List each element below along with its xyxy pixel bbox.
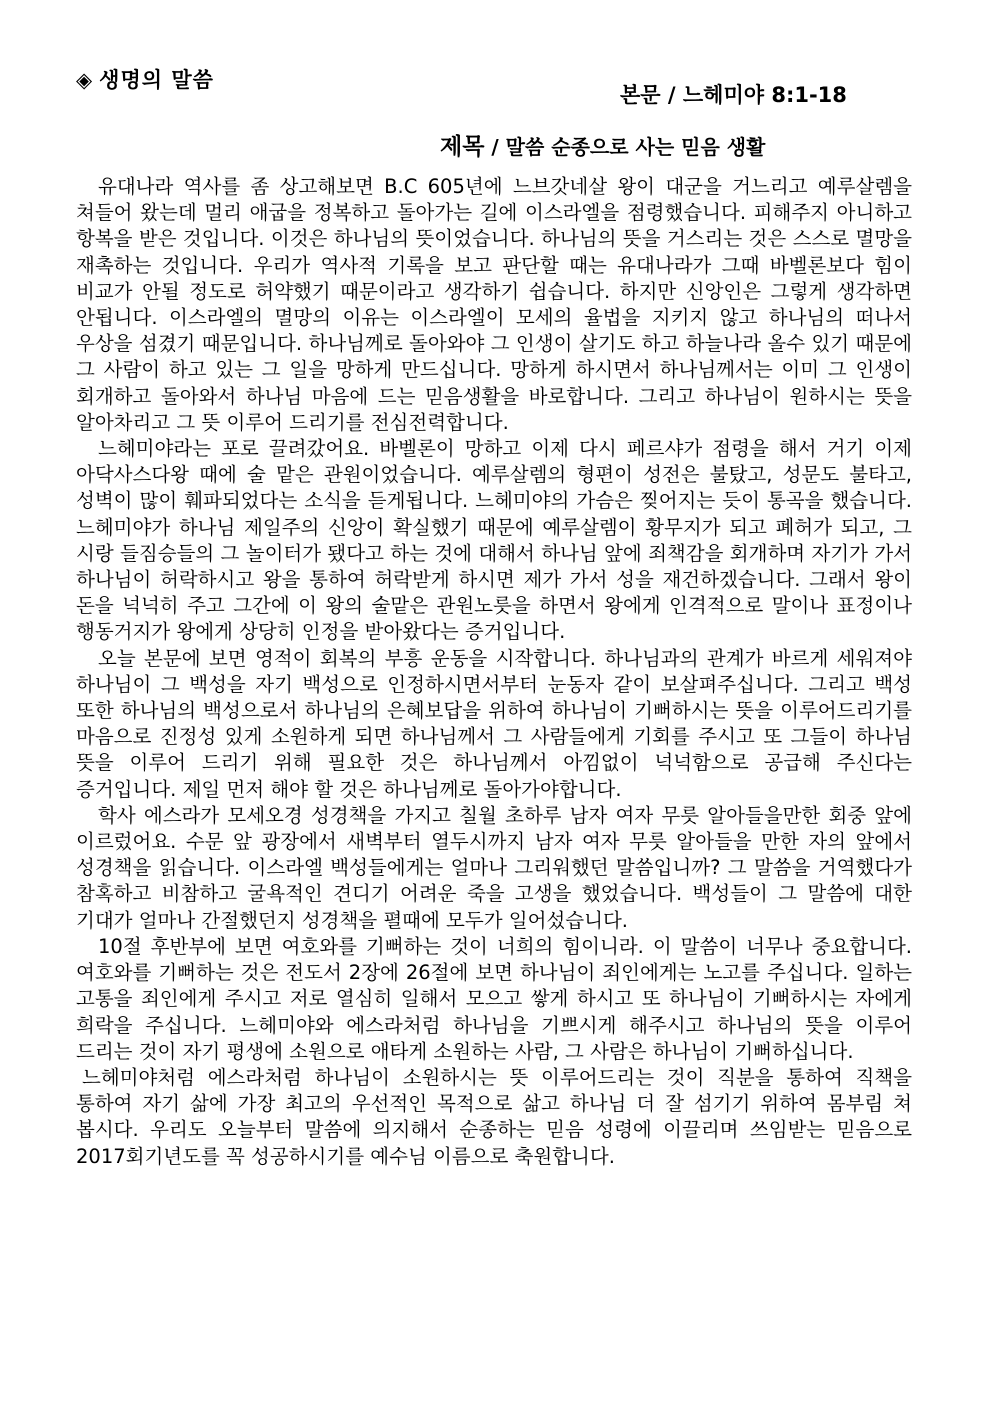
title-text: 말씀 순종으로 사는 믿음 생활 <box>505 135 766 159</box>
diamond-bullet-icon: ◈ <box>76 68 94 92</box>
paragraph: 오늘 본문에 보면 영적이 회복의 부흥 운동을 시작합니다. 하나님과의 관계가 바르게 세워져야 하나님이 그 백성을 자기 백성으로 인정하시면서부터 눈동자 같이 보살펴주십니다. 그리고 백성 또한 하나님의 백성으로서 하나님의 은혜보답을 위하여 하나님이 기뻐하시는 뜻을 이루어드리기를 마음으로 진정성 있게 소원하게 되면 하나님께서 그 사람들에게 기회를 주시고 또 그들이 하나님 뜻을 이루어 드리기 위해 필요한 것은 하나님께서 아낌없이 넉넉함으로 공급해 주신다는 증거입니다. 제일 먼저 해야 할 것은 하나님께로 돌아가야합니다. <box>76 646 912 801</box>
scripture-reference <box>620 79 847 109</box>
section-title-text: 생명의 말씀 <box>99 68 214 92</box>
paragraph: 유대나라 역사를 좀 상고해보면 B.C 605년에 느브갓네살 왕이 대군을 거느리고 예루살렘을 쳐들어 왔는데 멀리 애굽을 정복하고 돌아가는 길에 이스라엘을 점령했습니다. 피해주지 아니하고 항복을 받은 것입니다. 이것은 하나님의 뜻이었습니다. 하나님의 뜻을 거스리는 것은 스스로 멸망을 재촉하는 것입니다. 우리가 역사적 기록을 보고 판단할 때는 유대나라가 그때 바벨론보다 힘이 비교가 안될 정도로 허약했기 때문이라고 생각하기 쉽습니다. 하지만 신앙인은 그렇게 생각하면 안됩니다. 이스라엘의 멸망의 이유는 이스라엘이 모세의 율법을 지키지 않고 하나님의 떠나서 우상을 섬겼기 때문입니다. 하나님께로 돌아와야 그 인생이 살기도 하고 하늘나라 올수 있기 때문에 그 사람이 하고 있는 그 일을 망하게 만드십니다. 망하게 하시면서 하나님께서는 이미 그 인생이 회개하고 돌아와서 하나님 마음에 드는 믿음생활을 바로합니다. 그리고 하나님이 원하시는 뜻을 알아차리고 그 뜻 이루어 드리기를 전심전력합니다. <box>76 175 912 434</box>
sermon-title <box>440 128 765 161</box>
scripture-passage: 느헤미야 8:1-18 <box>682 83 847 107</box>
paragraph: 느헤미야처럼 에스라처럼 하나님이 소원하시는 뜻 이루어드리는 것이 직분을 통하여 직책을 통하여 자기 삶에 가장 최고의 우선적인 목적으로 삶고 하나님 더 잘 섬기기 위하여 몸부림 쳐 봅시다. 우리도 오늘부터 말씀에 의지해서 순종하는 믿음 성령에 이끌리며 쓰임받는 믿음으로 2017회기년도를 꼭 성공하시기를 예수님 이름으로 축원합니다. <box>76 1065 912 1168</box>
scripture-separator: / <box>660 83 683 107</box>
sermon-body <box>76 174 912 1170</box>
section-title <box>76 64 214 94</box>
scripture-label: 본문 <box>620 83 661 107</box>
title-separator: / <box>484 135 506 159</box>
paragraph: 10절 후반부에 보면 여호와를 기뻐하는 것이 너희의 힘이니라. 이 말씀이 너무나 중요합니다. 여호와를 기뻐하는 것은 전도서 2장에 26절에 보면 하나님이 죄인에게는 노고를 주십니다. 일하는 고통을 죄인에게 주시고 저로 열심히 일해서 모으고 쌓게 하시고 또 하나님이 기뻐하시는 자에게 희락을 주십니다. 느헤미야와 에스라처럼 하나님을 기쁘시게 해주시고 하나님의 뜻을 이루어 드리는 것이 자기 평생에 소원으로 애타게 소원하는 사람, 그 사람은 하나님이 기뻐하십니다. <box>76 934 912 1063</box>
title-label: 제목 <box>440 134 485 160</box>
paragraph: 학사 에스라가 모세오경 성경책을 가지고 칠월 초하루 남자 여자 무릇 알아들을만한 회중 앞에 이르렀어요. 수문 앞 광장에서 새벽부터 열두시까지 남자 여자 무릇 알아들을 만한 자의 앞에서 성경책을 읽습니다. 이스라엘 백성들에게는 얼마나 그리워했던 말씀입니까? 그 말씀을 거역했다가 참혹하고 비참하고 굴욕적인 견디기 어려운 죽을 고생을 했었습니다. 백성들이 그 말씀에 대한 기대가 얼마나 간절했던지 성경책을 펼때에 모두가 일어섰습니다. <box>76 803 912 932</box>
paragraph: 느헤미야라는 포로 끌려갔어요. 바벨론이 망하고 이제 다시 페르샤가 점령을 해서 거기 이제 아닥사스다왕 때에 술 맡은 관원이었습니다. 예루살렘의 형편이 성전은 불탔고, 성문도 불타고, 성벽이 많이 훼파되었다는 소식을 듣게됩니다. 느헤미야의 가슴은 찢어지는 듯이 통곡을 했습니다. 느헤미야가 하나님 제일주의 신앙이 확실했기 때문에 예루살렘이 황무지가 되고 폐허가 되고, 그 시랑 들짐승들의 그 놀이터가 됐다고 하는 것에 대해서 하나님 앞에 죄책감을 회개하며 자기가 가서 하나님이 허락하시고 왕을 통하여 허락받게 하시면 제가 가서 성을 재건하겠습니다. 그래서 왕이 돈을 넉넉히 주고 그간에 이 왕의 술맡은 관원노릇을 하면서 왕에게 인격적으로 말이나 표정이나 행동거지가 왕에게 상당히 인정을 받아왔다는 증거입니다. <box>76 437 912 644</box>
